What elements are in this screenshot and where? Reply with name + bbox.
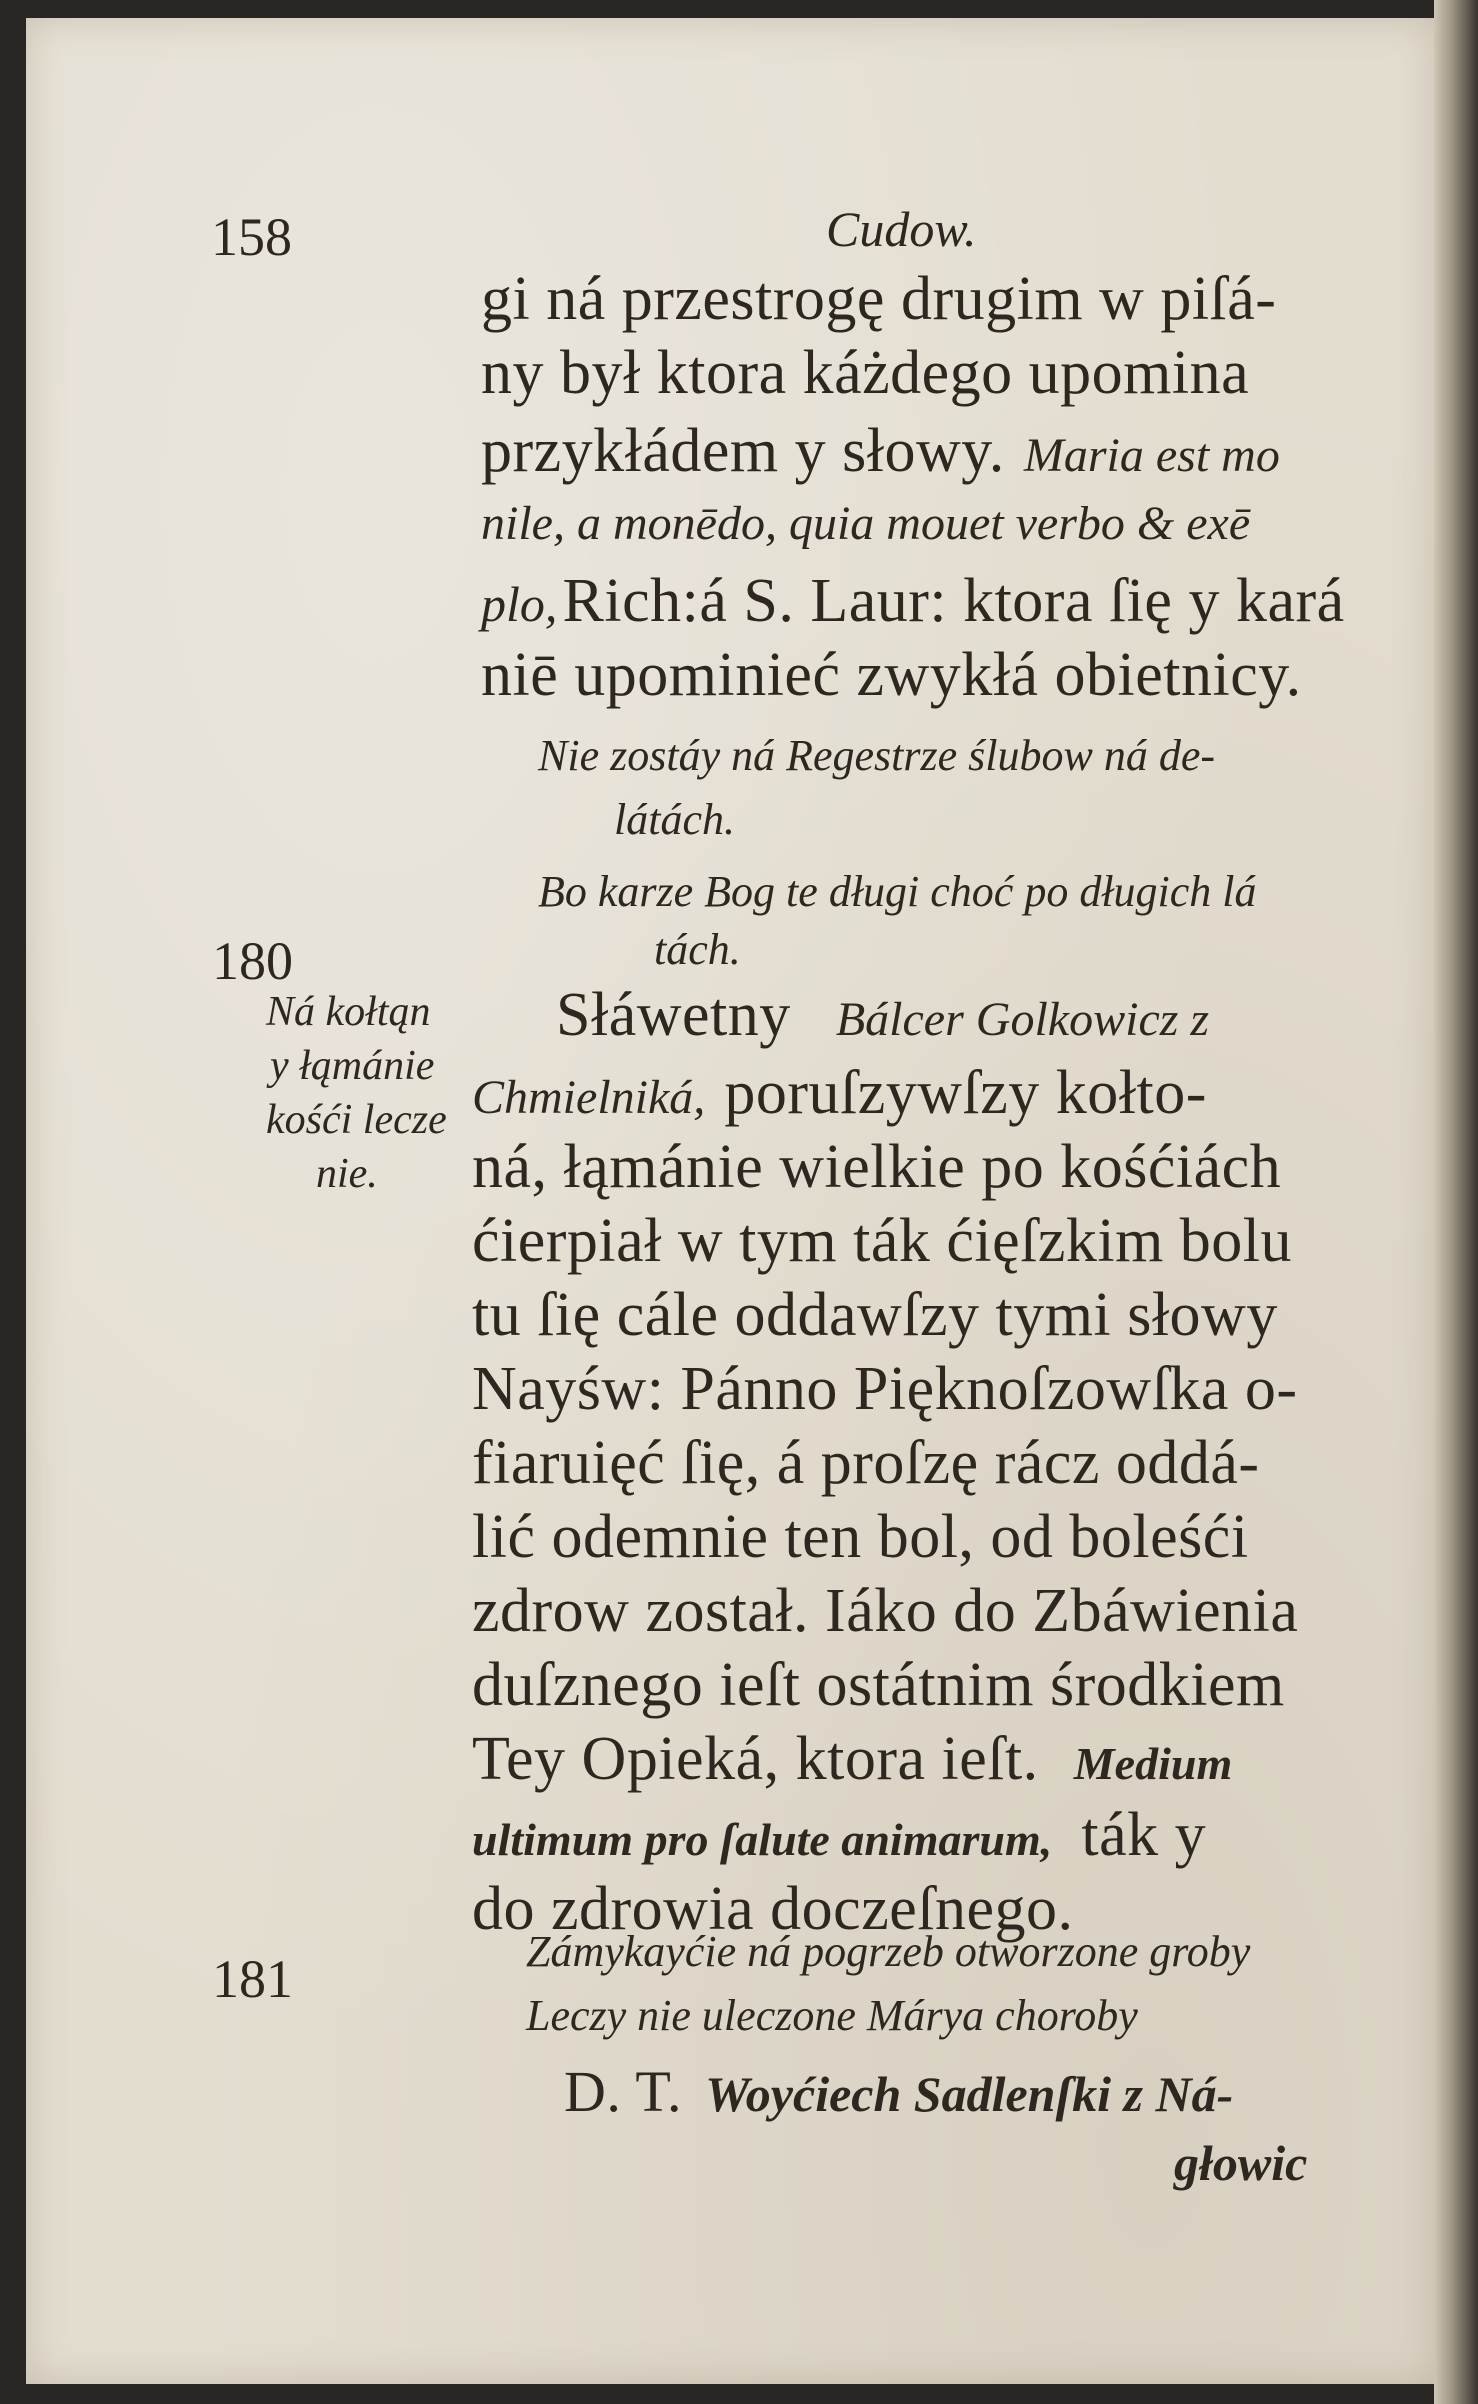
text-line: tu ſię cále oddawſzy tymi słowy xyxy=(472,1281,1278,1349)
margin-note-line: kośći lecze xyxy=(266,1097,447,1143)
name-segment: Chmielniká, xyxy=(472,1071,706,1124)
entry-number: 180 xyxy=(212,931,293,991)
text-line: fiaruięć ſię, á proſzę rácz oddá- xyxy=(472,1429,1260,1497)
margin-note-line: Ná kołtąn xyxy=(266,989,431,1035)
text-line: ny był ktora káżdego upomina xyxy=(481,339,1250,407)
signature-initials: D. T. xyxy=(564,2059,682,2124)
signature-line xyxy=(564,2058,1233,2125)
text-line: ná, łąmánie wielkie po kośćiách xyxy=(472,1133,1282,1201)
text-line: do zdrowia doczeſnego. xyxy=(472,1875,1074,1943)
text-segment: Słáwetny xyxy=(556,981,791,1049)
text-line-mixed xyxy=(472,1724,1232,1795)
text-line: ćierpiał w tym ták ćięſzkim bolu xyxy=(472,1207,1293,1275)
text-line-mixed xyxy=(481,416,1280,487)
text-segment: przykłádem y słowy. xyxy=(481,417,1005,485)
text-segment: Rich:á S. Laur: ktora ſię y kará xyxy=(562,567,1345,635)
entry-number: 181 xyxy=(212,1949,293,2009)
running-title: Cudow. xyxy=(826,201,977,257)
page-number: 158 xyxy=(211,207,292,267)
text-line-mixed xyxy=(472,1058,1207,1129)
signature-continuation: głowic xyxy=(1174,2135,1308,2191)
text-segment: ták y xyxy=(1081,1801,1207,1869)
latin-segment: Maria est mo xyxy=(1023,429,1280,482)
text-line-mixed xyxy=(556,980,1209,1051)
verse-line: Zámykayćie ná pogrzeb otworzone groby xyxy=(526,1927,1251,1976)
text-segment: Tey Opieká, ktora ieſt. xyxy=(472,1725,1039,1793)
text-segment: poruſzywſzy kołto- xyxy=(724,1059,1207,1127)
latin-segment: plo, xyxy=(481,576,558,632)
text-line: niē upominieć zwykłá obietnicy. xyxy=(481,641,1302,709)
latin-segment: ultimum pro ſalute animarum, xyxy=(472,1814,1053,1865)
text-line-mixed xyxy=(481,566,1345,637)
verse-line: tách. xyxy=(654,925,741,974)
signature-name: Woyćiech Sadlenſki z Ná- xyxy=(705,2066,1234,2122)
text-line: duſznego ieſt ostátnim środkiem xyxy=(472,1651,1285,1719)
text-line: lić odemnie ten bol, od boleśći xyxy=(472,1503,1249,1571)
latin-segment: Medium xyxy=(1073,1738,1233,1789)
verse-line: Bo karze Bog te długi choć po długich lá xyxy=(538,867,1257,916)
verse-line: látách. xyxy=(614,795,735,844)
name-segment: Bálcer Golkowicz z xyxy=(835,993,1210,1046)
margin-note-line: y łąmánie xyxy=(270,1043,435,1089)
book-gutter-edge xyxy=(1434,0,1478,2404)
text-line-mixed xyxy=(472,1800,1206,1871)
margin-note-line: nie. xyxy=(316,1151,378,1197)
verse-line: Nie zostáy ná Regestrze ślubow ná de- xyxy=(538,731,1216,780)
text-line: gi ná przestrogę drugim w piſá- xyxy=(481,265,1277,333)
book-page xyxy=(26,18,1434,2384)
text-line: Nayśw: Pánno Pięknoſzowſka o- xyxy=(472,1355,1298,1423)
latin-line: nile, a monēdo, quia mouet verbo & exē xyxy=(481,497,1251,550)
verse-line: Leczy nie uleczone Márya choroby xyxy=(526,1991,1138,2040)
text-line: zdrow został. Iáko do Zbáwienia xyxy=(472,1577,1299,1645)
